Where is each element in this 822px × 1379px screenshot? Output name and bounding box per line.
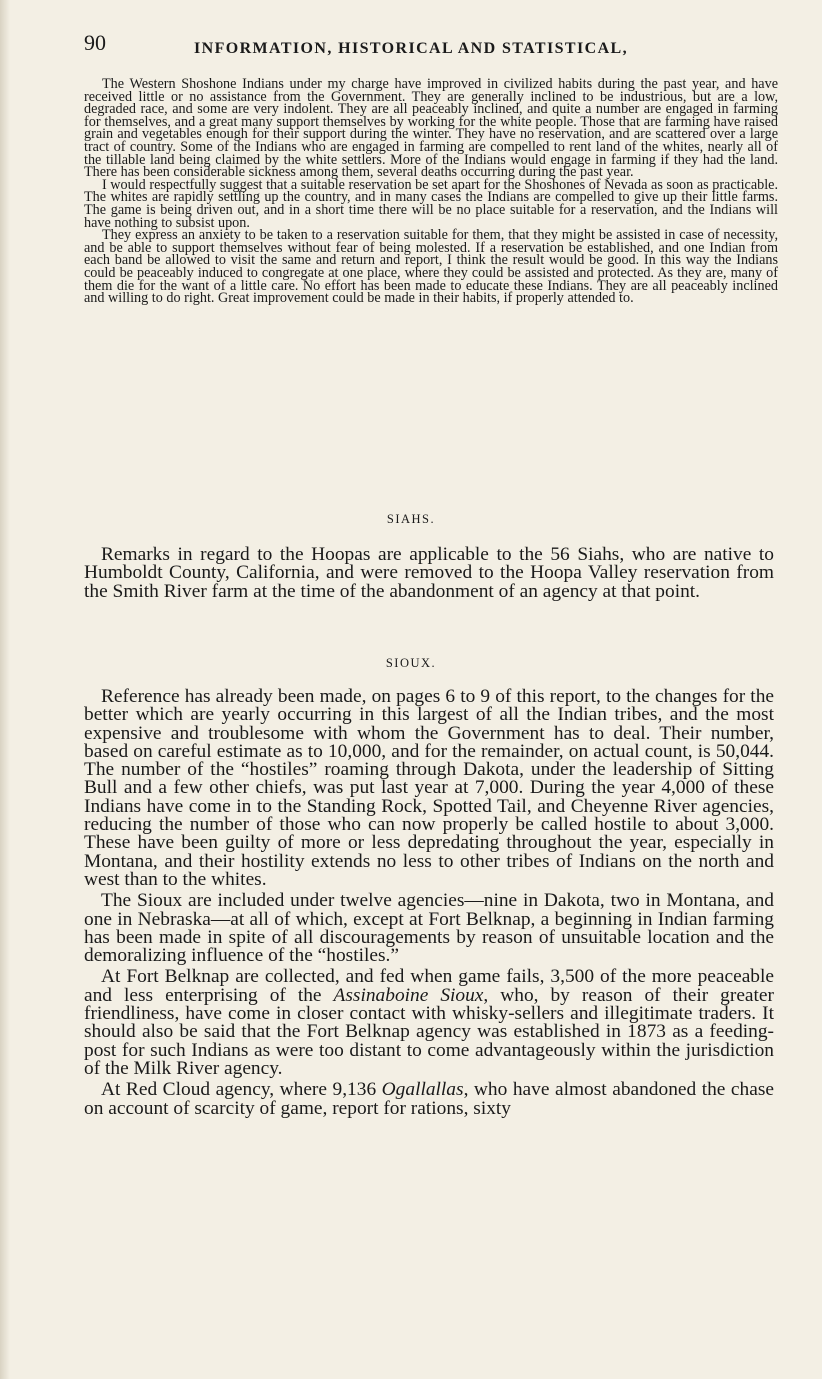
- sioux-heading: SIOUX.: [385, 656, 437, 670]
- sioux-p3-text-a: At Fort Belknap are collected, and fed when game fails, 3,500 of the more peaceable and less enterprising of the: [84, 966, 774, 1006]
- shoshone-paragraph-1: The Western Shoshone Indians under my charge have improved in civilized habits during the past year, and have received little or no assistance from the Government. They are generally inclined to be industrious, but are a low, degraded race, and some are very indolent. They are all peaceably inclined, and quite a number are engaged in farming for themselves, and a great many support themselves by working for the white people. Those that are farming have raised grain and vegetables enough for their support during the winter. They have no reservation, and are scattered over a large tract of country. Some of the Indians who are engaged in farming are compelled to rent land of the whites, nearly all of the tillable land being claimed by the white settlers. More of the Indians would engage in farming if they had the land. There has been considerable sickness among them, several deaths occurring during the past year.: [84, 76, 778, 181]
- sioux-p4-emphasis: Ogallallas: [381, 1079, 464, 1101]
- siahs-paragraph-1: Remarks in regard to the Hoopas are applicable to the 56 Siahs, who are native to Humboldt County, California, and were removed to the Hoopa Valley reservation from the Smith River farm at the time of the abandonment of an agency at that point.: [84, 544, 774, 602]
- sioux-paragraph-1: Reference has already been made, on pages 6 to 9 of this report, to the changes for the better which are yearly occurring in this largest of all the Indian tribes, and the most expensive and troublesome with whom the Government has to deal. Their number, based on careful estimate as to 10,000, and for the remainder, on actual count, is 50,044. The number of the “hostiles” roaming through Dakota, under the leadership of Sitting Bull and a few other chiefs, was put last year at 7,000. During the year 4,000 of these Indians have come in to the Standing Rock, Spotted Tail, and Cheyenne River agencies, reducing the number of those who can now properly be called hostile to about 3,000. These have been guilty of more or less depredating throughout the year, especially in Montana, and their hostility extends no less to other tribes of Indians on the north and west than to the whites.: [84, 686, 774, 890]
- siahs-section: [84, 546, 774, 604]
- sioux-section: [84, 688, 774, 1121]
- sioux-paragraph-3: [84, 968, 774, 1078]
- sioux-p3-text-b: , who, by reason of their greater friendliness, have come in closer contact with whisky-sellers and illegitimate traders. It should also be said that the Fort Belknap agency was established in 1873 as a feeding-post for such Indians as were too distant to come advantageously within the jurisdiction of the Milk River agency.: [84, 984, 774, 1079]
- shoshone-section: [84, 78, 778, 305]
- sioux-p3-emphasis: Assinaboine Sioux: [333, 984, 484, 1006]
- page-header: [84, 30, 774, 64]
- page-edge-shadow: [0, 0, 10, 1379]
- running-title: INFORMATION, HISTORICAL AND STATISTICAL,: [194, 40, 629, 57]
- shoshone-paragraph-3: They express an anxiety to be taken to a reservation suitable for them, that they might be assisted in case of necessity, and be able to support themselves without fear of being molested. If a reservation be established, and one Indian from each band be allowed to visit the same and return and report, I think the result would be good. In this way the Indians could be peaceably induced to congregate at one place, where they could be assisted and protected. As they are, many of them die for the want of a little care. No effort has been made to educate these Indians. They are all peaceably inclined and willing to do right. Great improvement could be made in their habits, if properly attended to.: [84, 227, 778, 307]
- shoshone-paragraph-2: I would respectfully suggest that a suitable reservation be set apart for the Shoshones of Nevada as soon as practicable. The whites are rapidly settling up the country, and in many cases the Indians are compelled to give up their little farms. The game is being driven out, and in a short time there will be no place suitable for a reservation, and the Indians will have nothing to subsist upon.: [84, 176, 778, 231]
- sioux-paragraph-4: [84, 1081, 774, 1118]
- siahs-heading: SIAHS.: [386, 512, 436, 526]
- page-number: 90: [84, 30, 106, 55]
- sioux-p4-text-a: At Red Cloud agency, where 9,136: [101, 1079, 382, 1101]
- sioux-p4-text-b: , who have almost abandoned the chase on account of scarcity of game, report for rations, sixty: [84, 1079, 774, 1119]
- sioux-paragraph-2: The Sioux are included under twelve agencies—nine in Dakota, two in Montana, and one in Nebraska—at all of which, except at Fort Belknap, a beginning in Indian farming has been made in spite of all discouragements by reason of unsuitable location and the demoralizing influence of the “hostiles.”: [84, 890, 774, 967]
